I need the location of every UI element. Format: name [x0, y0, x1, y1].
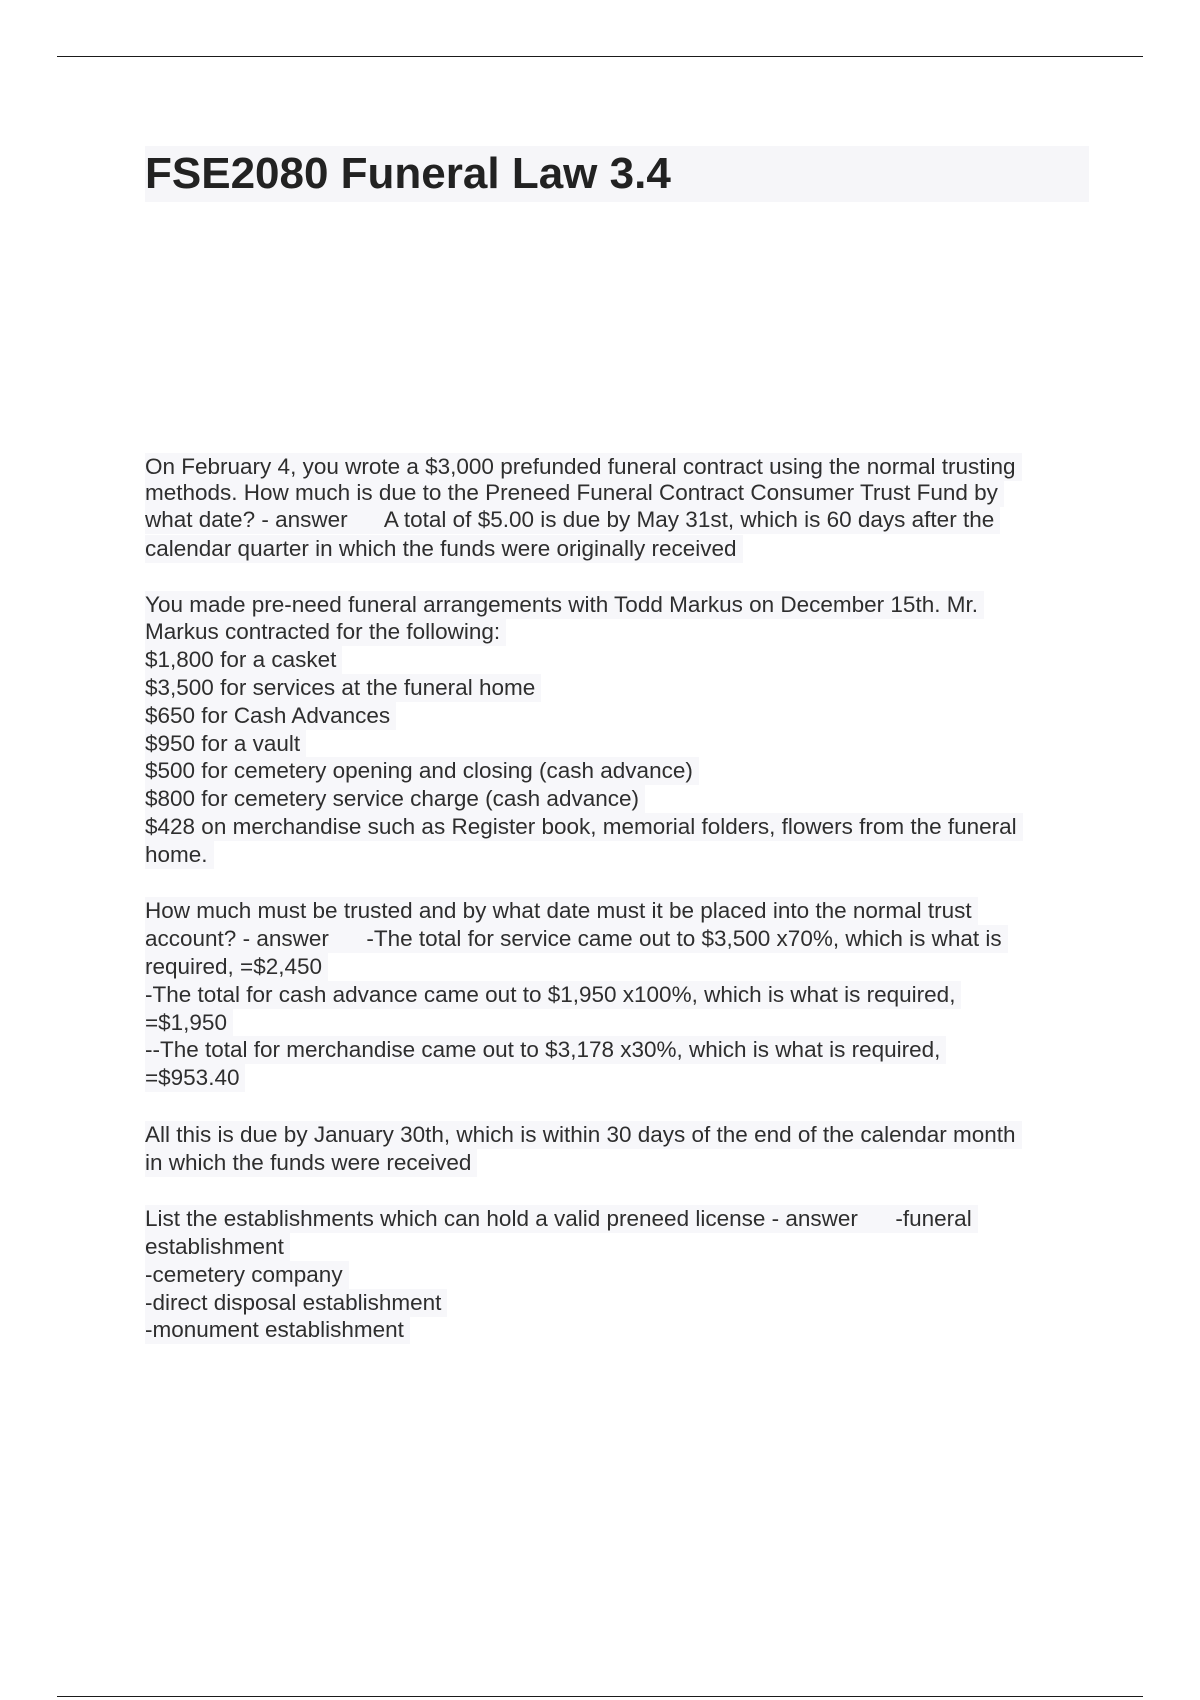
text-line: How much must be trusted and by what date must it be placed into the normal trust: [145, 897, 978, 925]
text-line: =$953.40: [145, 1064, 245, 1092]
text-line: -cemetery company: [145, 1261, 349, 1289]
text-line: required, =$2,450: [145, 953, 328, 981]
text-line: $950 for a vault: [145, 730, 306, 758]
text-line: $428 on merchandise such as Register book, memorial folders, flowers from the funeral: [145, 813, 1023, 841]
text-line: $500 for cemetery opening and closing (cash advance): [145, 757, 699, 785]
text-line: Markus contracted for the following:: [145, 618, 506, 646]
text-line: --The total for merchandise came out to $3,178 x30%, which is what is required,: [145, 1036, 946, 1064]
text-line: $800 for cemetery service charge (cash advance): [145, 785, 645, 813]
bottom-rule: [57, 1696, 1143, 1697]
text-line: -direct disposal establishment: [145, 1289, 447, 1317]
text-line: On February 4, you wrote a $3,000 prefunded funeral contract using the normal trusting: [145, 453, 1022, 481]
text-line: -The total for cash advance came out to $1,950 x100%, which is what is required,: [145, 981, 961, 1009]
text-line: establishment: [145, 1233, 290, 1261]
text-line: $650 for Cash Advances: [145, 702, 396, 730]
text-line: home.: [145, 841, 214, 869]
text-line: $1,800 for a casket: [145, 646, 342, 674]
text-line: methods. How much is due to the Preneed Funeral Contract Consumer Trust Fund by: [145, 479, 1004, 507]
text-line: All this is due by January 30th, which is within 30 days of the end of the calendar month: [145, 1121, 1022, 1149]
text-line: -monument establishment: [145, 1316, 410, 1344]
text-line: =$1,950: [145, 1009, 233, 1037]
text-line: account? - answer -The total for service came out to $3,500 x70%, which is what is: [145, 925, 1008, 953]
text-line: calendar quarter in which the funds were originally received: [145, 535, 743, 563]
text-line: in which the funds were received: [145, 1149, 477, 1177]
text-line: You made pre-need funeral arrangements with Todd Markus on December 15th. Mr.: [145, 591, 984, 619]
top-rule: [57, 56, 1143, 57]
document-title: FSE2080 Funeral Law 3.4: [145, 149, 671, 198]
text-line: List the establishments which can hold a valid preneed license - answer -funeral: [145, 1205, 978, 1233]
text-line: what date? - answer A total of $5.00 is due by May 31st, which is 60 days after the: [145, 506, 1000, 534]
text-line: $3,500 for services at the funeral home: [145, 674, 541, 702]
